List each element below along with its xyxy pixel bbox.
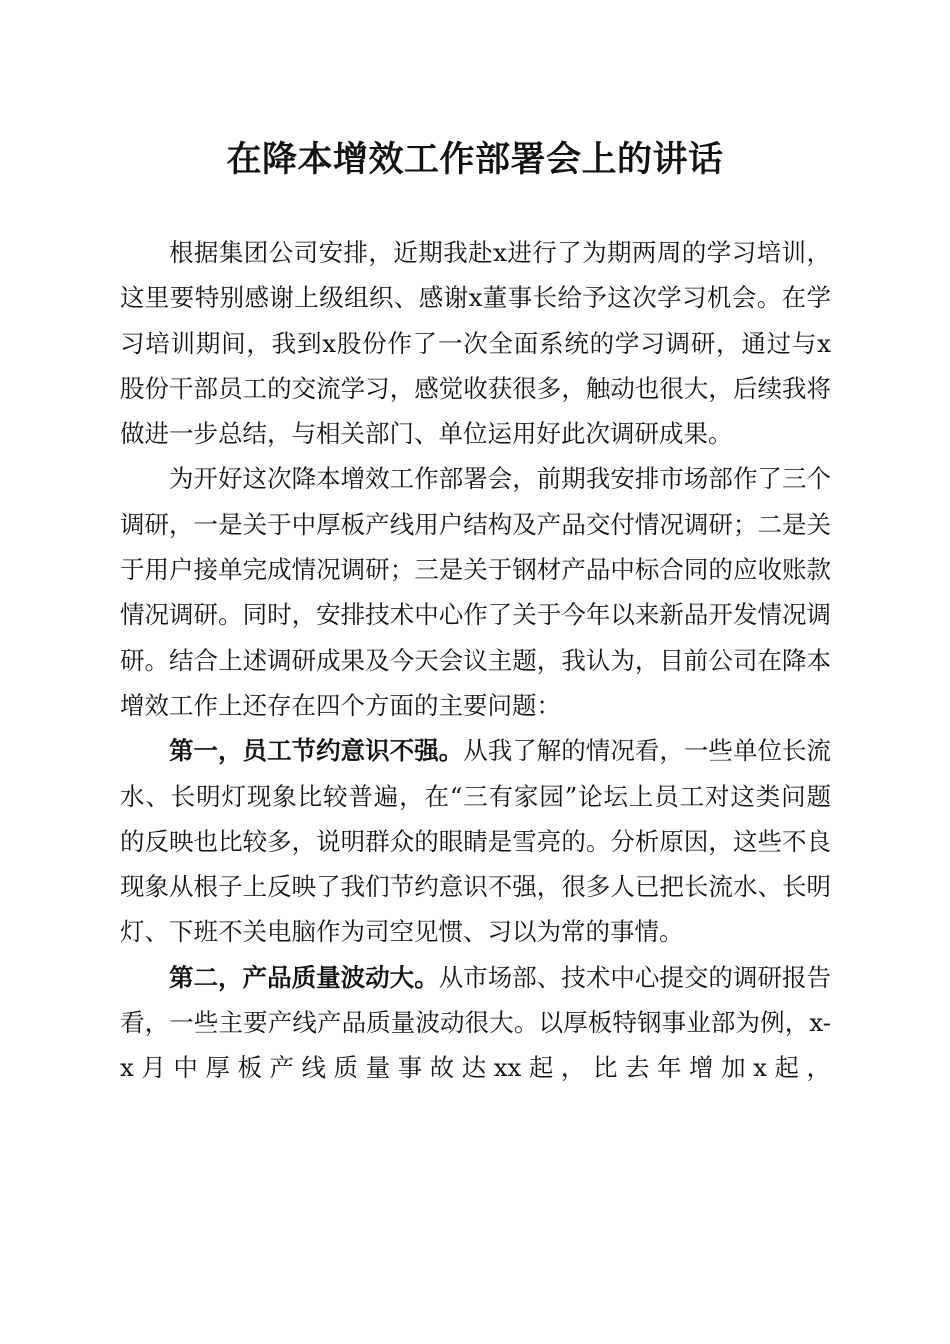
document-body bbox=[120, 230, 831, 1091]
paragraph-research bbox=[120, 456, 831, 728]
paragraph-lead: 第二，产品质量波动大。 bbox=[169, 962, 439, 992]
paragraph-lead: 第一，员工节约意识不强。 bbox=[169, 736, 464, 766]
paragraph-text: 从市场部、技术中心提交的调研报告看，一些主要产线产品质量波动很大。以厚板特钢事业部为例，x-x月中厚板产线质量事故达xx起，比去年增加x起， bbox=[120, 962, 832, 1083]
paragraph-text: 根据集团公司安排，近期我赴x进行了为期两周的学习培训，这里要特别感谢上级组织、感谢x董事长给予这次学习机会。在学习培训期间，我到x股份作了一次全面系统的学习调研，通过与x股份干部员工的交流学习，感觉收获很多，触动也很大，后续我将做进一步总结，与相关部门、单位运用好此次调研成果。 bbox=[120, 238, 831, 449]
paragraph-point-two bbox=[120, 955, 831, 1091]
paragraph-point-one bbox=[120, 728, 831, 954]
paragraph-intro bbox=[120, 230, 831, 456]
paragraph-text: 为开好这次降本增效工作部署会，前期我安排市场部作了三个调研，一是关于中厚板产线用户结构及产品交付情况调研；二是关于用户接单完成情况调研；三是关于钢材产品中标合同的应收账款情况调研。同时，安排技术中心作了关于今年以来新品开发情况调研。结合上述调研成果及今天会议主题，我认为，目前公司在降本增效工作上还存在四个方面的主要问题： bbox=[120, 464, 831, 720]
document-title: 在降本增效工作部署会上的讲话 bbox=[226, 139, 724, 180]
paragraph-text: 从我了解的情况看，一些单位长流水、长明灯现象比较普遍，在“三有家园”论坛上员工对这类问题的反映也比较多，说明群众的眼睛是雪亮的。分析原因，这些不良现象从根子上反映了我们节约意识不强，很多人已把长流水、长明灯、下班不关电脑作为司空见惯、习以为常的事情。 bbox=[120, 736, 832, 947]
